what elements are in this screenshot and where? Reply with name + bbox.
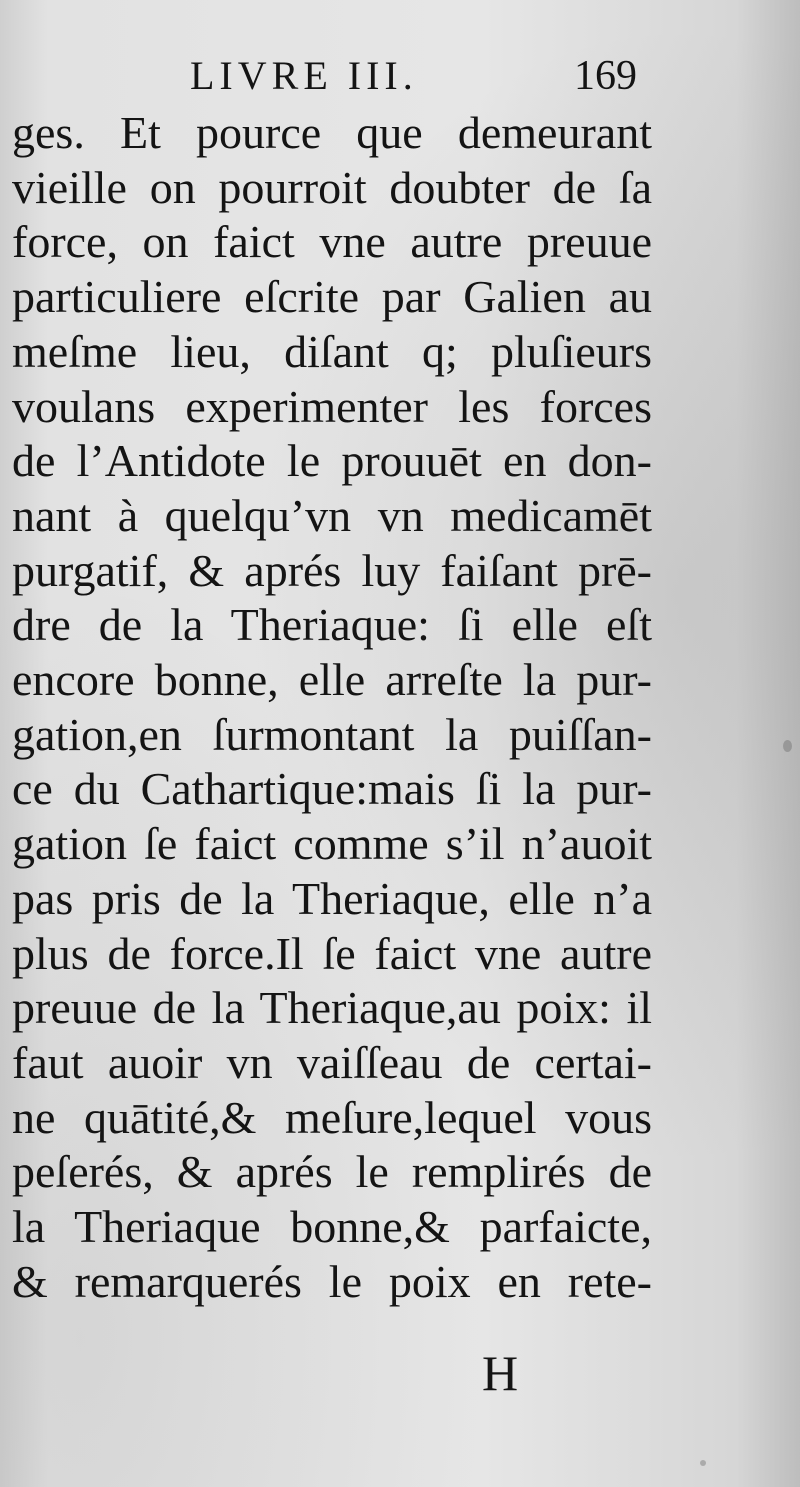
text-line: force, on faict vne autre preuue <box>12 216 652 268</box>
text-line: preuue de la Theriaque,au poix: il <box>12 982 652 1034</box>
text-line: pas pris de la Theriaque, elle n’a <box>12 872 652 924</box>
text-line: faut auoir vn vaiſſeau de certai- <box>12 1036 652 1088</box>
text-line: peſerés, & aprés le remplirés de <box>12 1146 652 1198</box>
text-line: gation,en ſurmontant la puiſſan- <box>12 708 652 760</box>
text-line: meſme lieu, diſant q; pluſieurs <box>12 325 652 377</box>
text-line: ce du Cathartique:mais ſi la pur- <box>12 763 652 815</box>
text-line: ges. Et pource que demeurant <box>12 107 652 158</box>
text-line: plus de force.Il ſe faict vne autre <box>12 927 652 979</box>
text-line: gation ſe faict comme s’il n’auoit <box>12 818 652 870</box>
paper-stain <box>700 1460 706 1466</box>
text-line: de l’Antidote le prouuēt en don- <box>12 435 652 487</box>
text-line: vieille on pourroit doubter de ſa <box>12 161 652 213</box>
page-header <box>0 52 800 102</box>
text-line: particuliere eſcrite par Galien au <box>12 271 652 323</box>
text-line: encore bonne, elle arreſte la pur- <box>12 654 652 706</box>
text-line: la Theriaque bonne,& parfaicte, <box>12 1201 652 1253</box>
signature-mark: H <box>482 1345 519 1401</box>
body-text <box>12 106 652 1309</box>
page-number: 169 <box>574 53 637 99</box>
text-line: purgatif, & aprés luy faiſant prē- <box>12 544 652 596</box>
running-head: LIVRE III. <box>190 53 418 98</box>
text-line: ne quātité,& meſure,lequel vous <box>12 1091 652 1143</box>
paper-stain <box>783 740 792 752</box>
text-line: & remarquerés le poix en rete- <box>12 1255 652 1307</box>
text-line: voulans experimenter les forces <box>12 380 652 432</box>
text-line: nant à quelqu’vn vn medicamēt <box>12 489 652 541</box>
text-line: dre de la Theriaque: ſi elle eſt <box>12 599 652 651</box>
